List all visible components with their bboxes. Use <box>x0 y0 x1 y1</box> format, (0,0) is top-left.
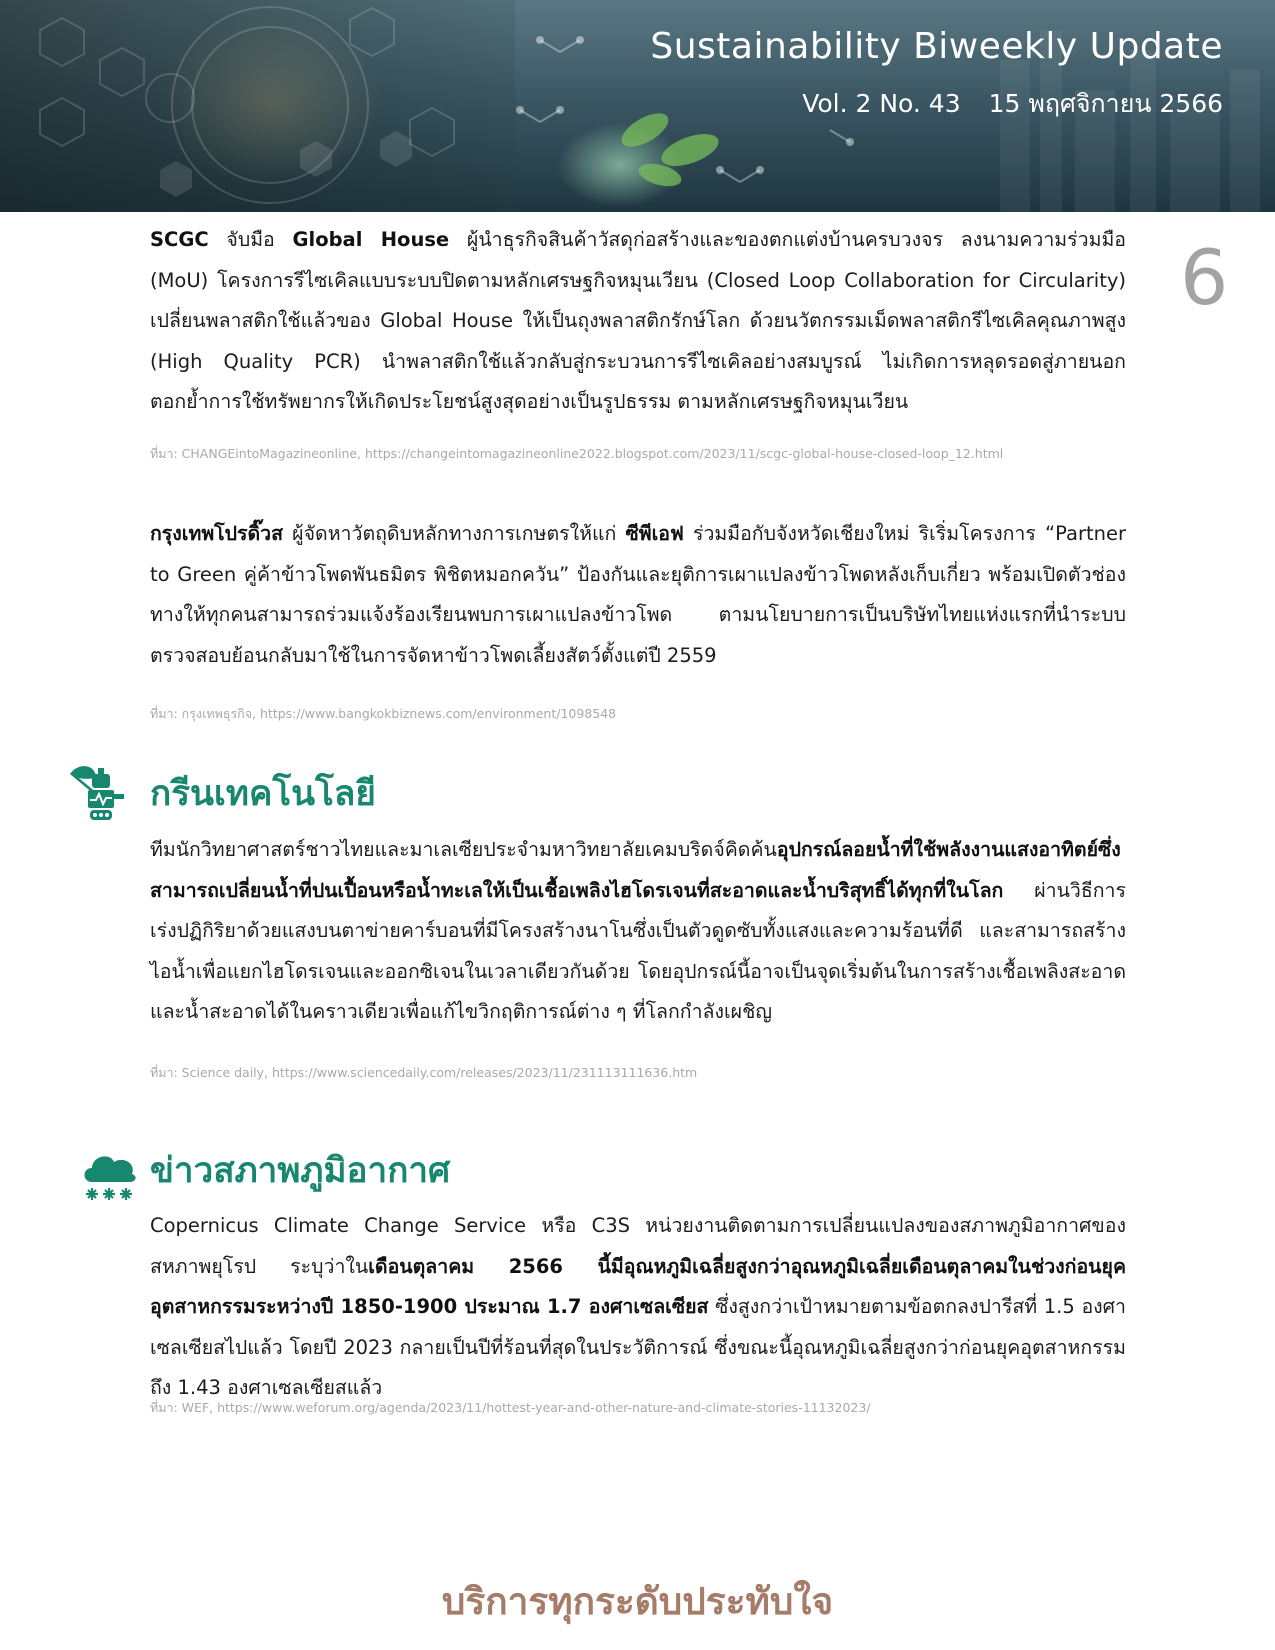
snow-cloud-icon <box>80 1148 138 1204</box>
article-text: ผ่านวิธีการเร่งปฏิกิริยาด้วยแสงบนตาข่ายคาร์บอนที่มีโครงสร้างนาโนซึ่งเป็นตัวดูดซับทั้งแสงและความร้อนที่ดี และสามารถสร้างไอน้ำเพื่อแยกไฮโดรเจนและออกซิเจนในเวลาเดียวกันด้วย โดยอุปกรณ์นี้อาจเป็นจุดเริ่มต้นในการสร้างเชื้อเพลิงสะอาดและน้ำสะอาดได้ในคราวเดียวเพื่อแก้ไขวิกฤติการณ์ต่าง ๆ ที่โลกกำลังเผชิญ <box>150 878 1126 1023</box>
article-source: ที่มา: CHANGEintoMagazineonline, https://changeintomagazineonline2022.blogspot.com/2023/11/scgc-global-house-closed-loop_12.html <box>150 446 1004 461</box>
section-heading-green-tech: กรีนเทคโนโลยี <box>150 774 376 814</box>
article-source: ที่มา: Science daily, https://www.sciencedaily.com/releases/2023/11/231113111636.htm <box>150 1065 698 1080</box>
article-text: ซึ่งสูงกว่าเป้าหมายตามข้อตกลงปารีสที่ 1.5 องศาเซลเซียสไปแล้ว โดยปี 2023 กลายเป็นปีที่ร้อนที่สุดในประวัติการณ์ ซึ่งขณะนี้อุณหภูมิเฉลี่ยสูงกว่าก่อนยุคอุตสาหกรรมถึง 1.43 องศาเซลเซียสแล้ว <box>150 1295 1127 1399</box>
article-text: Copernicus Climate Change Service หรือ C3S หน่วยงานติดตามการเปลี่ยนแปลงของสภาพภูมิอากาศของสหภาพยุโรป ระบุว่าใน <box>150 1214 1126 1278</box>
article-text: จับมือ <box>208 228 293 251</box>
article-climate-news <box>150 1206 1126 1409</box>
header-banner <box>0 0 1275 212</box>
article-text: ผู้นำธุรกิจสินค้าวัสดุก่อสร้างและของตกแต่งบ้านครบวงจร ลงนามความร่วมมือ (MoU) โครงการรีไซเคิลแบบระบบปิดตามหลักเศรษฐกิจหมุนเวียน (Closed Loop Collaboration for Circularity) เปลี่ยนพลาสติกใช้แล้วของ Global House ให้เป็นถุงพลาสติกรักษ์โลก ด้วยนวัตกรรมเม็ดพลาสติกรีไซเคิลคุณภาพสูง (High Quality PCR) นำพลาสติกใช้แล้วกลับสู่กระบวนการรีไซเคิลอย่างสมบูรณ์ ไม่เกิดการหลุดรอดสู่ภายนอก ตอกย้ำการใช้ทรัพยากรให้เกิดประโยชน์สูงสุดอย่างเป็นรูปธรรม ตามหลักเศรษฐกิจหมุนเวียน <box>150 228 1127 413</box>
footer-slogan: บริการทุกระดับประทับใจ <box>441 1580 834 1623</box>
article-scgc <box>150 220 1126 423</box>
article-text: ผู้จัดหาวัตถุดิบหลักทางการเกษตรให้แก่ <box>283 522 626 545</box>
article-bangkok-produce <box>150 514 1126 676</box>
article-text-bold: SCGC <box>150 228 209 251</box>
article-text-bold: ซีพีเอฟ <box>625 522 684 545</box>
section-heading-climate-news: ข่าวสภาพภูมิอากาศ <box>150 1151 451 1191</box>
issue-date: 15 พฤศจิกายน 2566 <box>988 89 1223 118</box>
article-source: ที่มา: WEF, https://www.weforum.org/agenda/2023/11/hottest-year-and-other-nature-and-climate-stories-11132023/ <box>150 1400 871 1415</box>
green-tech-robot-icon <box>66 764 132 824</box>
article-green-tech <box>150 830 1126 1033</box>
article-text: ร่วมมือกับจังหวัดเชียงใหม่ ริเริ่มโครงการ “Partner to Green คู่ค้าข้าวโพดพันธมิตร พิชิตหมอกควัน” ป้องกันและยุติการเผาแปลงข้าวโพดหลังเก็บเกี่ยว พร้อมเปิดตัวช่องทางให้ทุกคนสามารถร่วมแจ้งร้องเรียนพบการเผาแปลงข้าวโพด ตามนโยบายการเป็นบริษัทไทยแห่งแรกที่นำระบบตรวจสอบย้อนกลับมาใช้ในการจัดหาข้าวโพดเลี้ยงสัตว์ตั้งแต่ปี 2559 <box>150 522 1126 667</box>
newsletter-title: Sustainability Biweekly Update <box>650 26 1223 67</box>
page-number: 6 <box>1180 233 1229 322</box>
article-text: ทีมนักวิทยาศาสตร์ชาวไทยและมาเลเซียประจำมหาวิทยาลัยเคมบริดจ์คิดค้น <box>150 838 777 861</box>
issue-info <box>802 84 1223 124</box>
article-source: ที่มา: กรุงเทพธุรกิจ, https://www.bangkokbiznews.com/environment/1098548 <box>150 706 617 721</box>
issue-volume: Vol. 2 No. 43 <box>802 89 961 118</box>
article-text-bold: กรุงเทพโปรดิ๊วส <box>150 522 284 545</box>
article-text-bold: อุปกรณ์ลอยน้ำที่ใช้พลังงานแสงอาทิตย์ซึ่งสามารถเปลี่ยนน้ำที่ปนเปื้อนหรือน้ำทะเลให้เป็นเชื้อเพลิงไฮโดรเจนที่สะอาดและน้ำบริสุทธิ์ได้ทุกที่ในโลก <box>150 838 1121 902</box>
article-text-bold: เดือนตุลาคม 2566 นี้มีอุณหภูมิเฉลี่ยสูงกว่าอุณหภูมิเฉลี่ยเดือนตุลาคมในช่วงก่อนยุคอุตสาหกรรมระหว่างปี 1850-1900 ประมาณ 1.7 องศาเซลเซียส <box>150 1254 1126 1318</box>
article-text-bold: Global House <box>292 228 450 251</box>
